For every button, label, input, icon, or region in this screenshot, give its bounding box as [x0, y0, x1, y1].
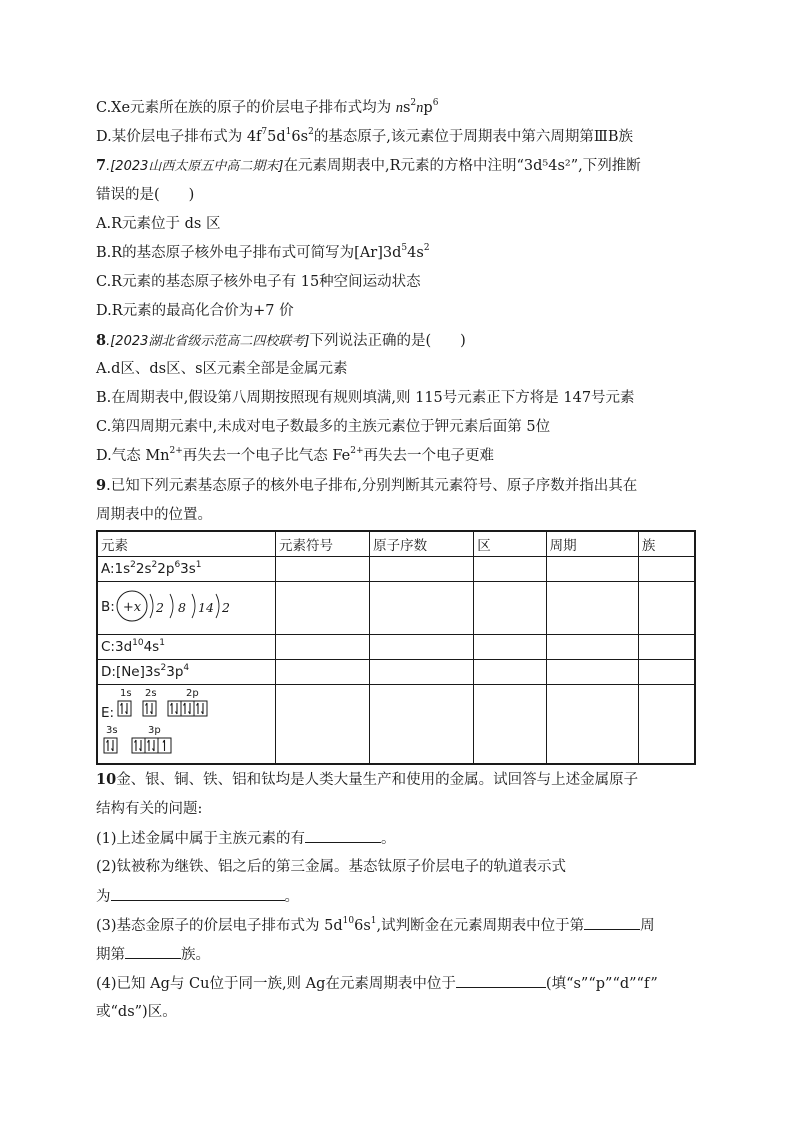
q10-part-4-cont: 或“ds”)区。 — [96, 1004, 177, 1020]
table-header-row — [97, 531, 695, 557]
answer-cell[interactable] — [474, 685, 546, 765]
orbital-box — [194, 701, 207, 716]
q10-part-3: (3)基态金原子的价层电子排布式为 $5d^{10}6s^1$,试判断金在元素周期表中位于第 周 — [96, 916, 655, 934]
q10-part-1: (1)上述金属中属于主族元素的有 。 — [96, 828, 396, 849]
answer-blank[interactable] — [125, 944, 181, 959]
answer-cell[interactable] — [546, 685, 638, 765]
orbital-label: 3p — [148, 725, 161, 736]
shell-electrons: 2 — [222, 600, 230, 615]
answer-cell[interactable] — [370, 660, 474, 685]
answer-cell[interactable] — [546, 660, 638, 685]
orbital-box — [143, 701, 156, 716]
orbital-box — [181, 701, 194, 716]
answer-blank[interactable] — [111, 886, 285, 901]
answer-blank[interactable] — [584, 915, 640, 930]
row-c-config: $C:3d^{10}4s^1$ — [97, 635, 276, 660]
table-header: 原子序数 — [370, 531, 474, 557]
answer-cell[interactable] — [276, 557, 370, 582]
row-b-atom-diagram — [97, 582, 276, 635]
orbital-label: 3s — [106, 725, 118, 736]
atom-structure-diagram — [98, 582, 275, 630]
q10-part-4: (4)已知 Ag与 Cu位于同一族,则 Ag在元素周期表中位于 (填“s”“p”“d”“f” — [96, 973, 658, 994]
table-header: 族 — [638, 531, 695, 557]
q8-option-b: B.在周期表中,假设第八周期按照现有规则填满,则 115号元素正下方将是 147号元素 — [96, 390, 635, 406]
answer-blank[interactable] — [305, 828, 381, 843]
answer-cell[interactable] — [474, 660, 546, 685]
orbital-label: 2s — [145, 688, 157, 699]
q8-stem: 8.[2023湖北省级示范高二四校联考]下列说法正确的是( ) — [96, 332, 466, 349]
shell-arc — [192, 594, 195, 618]
q6-option-d: D.某价层电子排布式为 $4f^75d^16s^2$的基态原子,该元素位于周期表中第六周期第ⅢB族 — [96, 127, 634, 145]
row-e-label: E: — [101, 705, 115, 721]
answer-cell[interactable] — [546, 635, 638, 660]
orbital-box — [118, 701, 131, 716]
q7-option-c: C.R元素的基态原子核外电子有 15种空间运动状态 — [96, 274, 421, 290]
q9-stem-cont: 周期表中的位置。 — [96, 507, 212, 523]
shell-electrons: 2 — [156, 600, 164, 615]
q7-option-a: A.R元素位于 ds 区 — [96, 216, 221, 232]
q8-option-d: D.气态 $Mn^{2+}$再失去一个电子比气态 $Fe^{2+}$再失去一个电子更难 — [96, 446, 495, 464]
answer-cell[interactable] — [638, 557, 695, 582]
shell-electrons: 14 — [198, 600, 214, 615]
orbital-label: 2p — [186, 688, 199, 699]
q10-part-2: (2)钛被称为继铁、铝之后的第三金属。基态钛原子价层电子的轨道表示式 — [96, 859, 567, 875]
q7-option-b: B.R的基态原子核外电子排布式可简写为$[Ar]3d^54s^2$ — [96, 243, 430, 261]
q10-stem: 10金、银、铜、铁、铝和钛均是人类大量生产和使用的金属。试回答与上述金属原子 — [96, 771, 639, 788]
table-row — [97, 557, 695, 582]
q6-option-c: C.Xe元素所在族的原子的价层电子排布式均为 $ns^2np^6$ — [96, 98, 439, 116]
q7-stem-cont: 错误的是( ) — [96, 187, 195, 203]
q10-part-3-cont: 期第 族。 — [96, 944, 210, 965]
table-row — [97, 582, 695, 635]
shell-arc — [216, 594, 219, 618]
answer-cell[interactable] — [546, 582, 638, 635]
element-table — [96, 530, 696, 765]
row-a-config: $A:1s^22s^22p^63s^1$ — [97, 557, 276, 582]
orbital-box — [104, 738, 117, 753]
shell-arc — [150, 594, 153, 618]
answer-cell[interactable] — [474, 582, 546, 635]
q7-option-d: D.R元素的最高化合价为+7 价 — [96, 303, 294, 319]
answer-blank[interactable] — [456, 973, 546, 988]
answer-cell[interactable] — [370, 635, 474, 660]
orbital-box — [168, 701, 181, 716]
row-d-config: $D:[Ne]3s^23p^4$ — [97, 660, 276, 685]
nucleus-charge: +x — [122, 600, 142, 615]
answer-cell[interactable] — [474, 557, 546, 582]
table-header: 元素符号 — [276, 531, 370, 557]
shell-electrons: 8 — [178, 600, 186, 615]
table-row — [97, 660, 695, 685]
answer-cell[interactable] — [370, 557, 474, 582]
answer-cell[interactable] — [638, 635, 695, 660]
table-row — [97, 635, 695, 660]
answer-cell[interactable] — [370, 582, 474, 635]
answer-cell[interactable] — [370, 685, 474, 765]
answer-cell[interactable] — [276, 635, 370, 660]
answer-cell[interactable] — [474, 635, 546, 660]
answer-cell[interactable] — [276, 582, 370, 635]
answer-cell[interactable] — [638, 582, 695, 635]
q8-option-a: A.d区、ds区、s区元素全部是金属元素 — [96, 361, 348, 377]
table-row — [97, 685, 695, 765]
orbital-box — [145, 738, 158, 753]
table-header: 周期 — [546, 531, 638, 557]
answer-cell[interactable] — [638, 660, 695, 685]
q9-stem: 9.已知下列元素基态原子的核外电子排布,分别判断其元素符号、原子序数并指出其在 — [96, 477, 638, 494]
answer-cell[interactable] — [546, 557, 638, 582]
table-header: 元素 — [97, 531, 276, 557]
shell-arc — [170, 594, 173, 618]
answer-cell[interactable] — [276, 660, 370, 685]
table-header: 区 — [474, 531, 546, 557]
q7-stem: 7.[2023山西太原五中高二期末]在元素周期表中,R元素的方格中注明“3d⁵4s²”,下列推断 — [96, 157, 641, 174]
q8-option-c: C.第四周期元素中,未成对电子数最多的主族元素位于钾元素后面第 5位 — [96, 419, 551, 435]
orbital-box — [132, 738, 145, 753]
row-b-label: B: — [101, 599, 115, 615]
answer-cell[interactable] — [638, 685, 695, 765]
orbital-label: 1s — [120, 688, 132, 699]
orbital-box-diagram — [98, 685, 275, 759]
row-e-orbital-diagram — [97, 685, 276, 765]
q10-stem-cont: 结构有关的问题: — [96, 801, 203, 817]
answer-cell[interactable] — [276, 685, 370, 765]
q10-part-2-cont: 为 。 — [96, 886, 299, 907]
